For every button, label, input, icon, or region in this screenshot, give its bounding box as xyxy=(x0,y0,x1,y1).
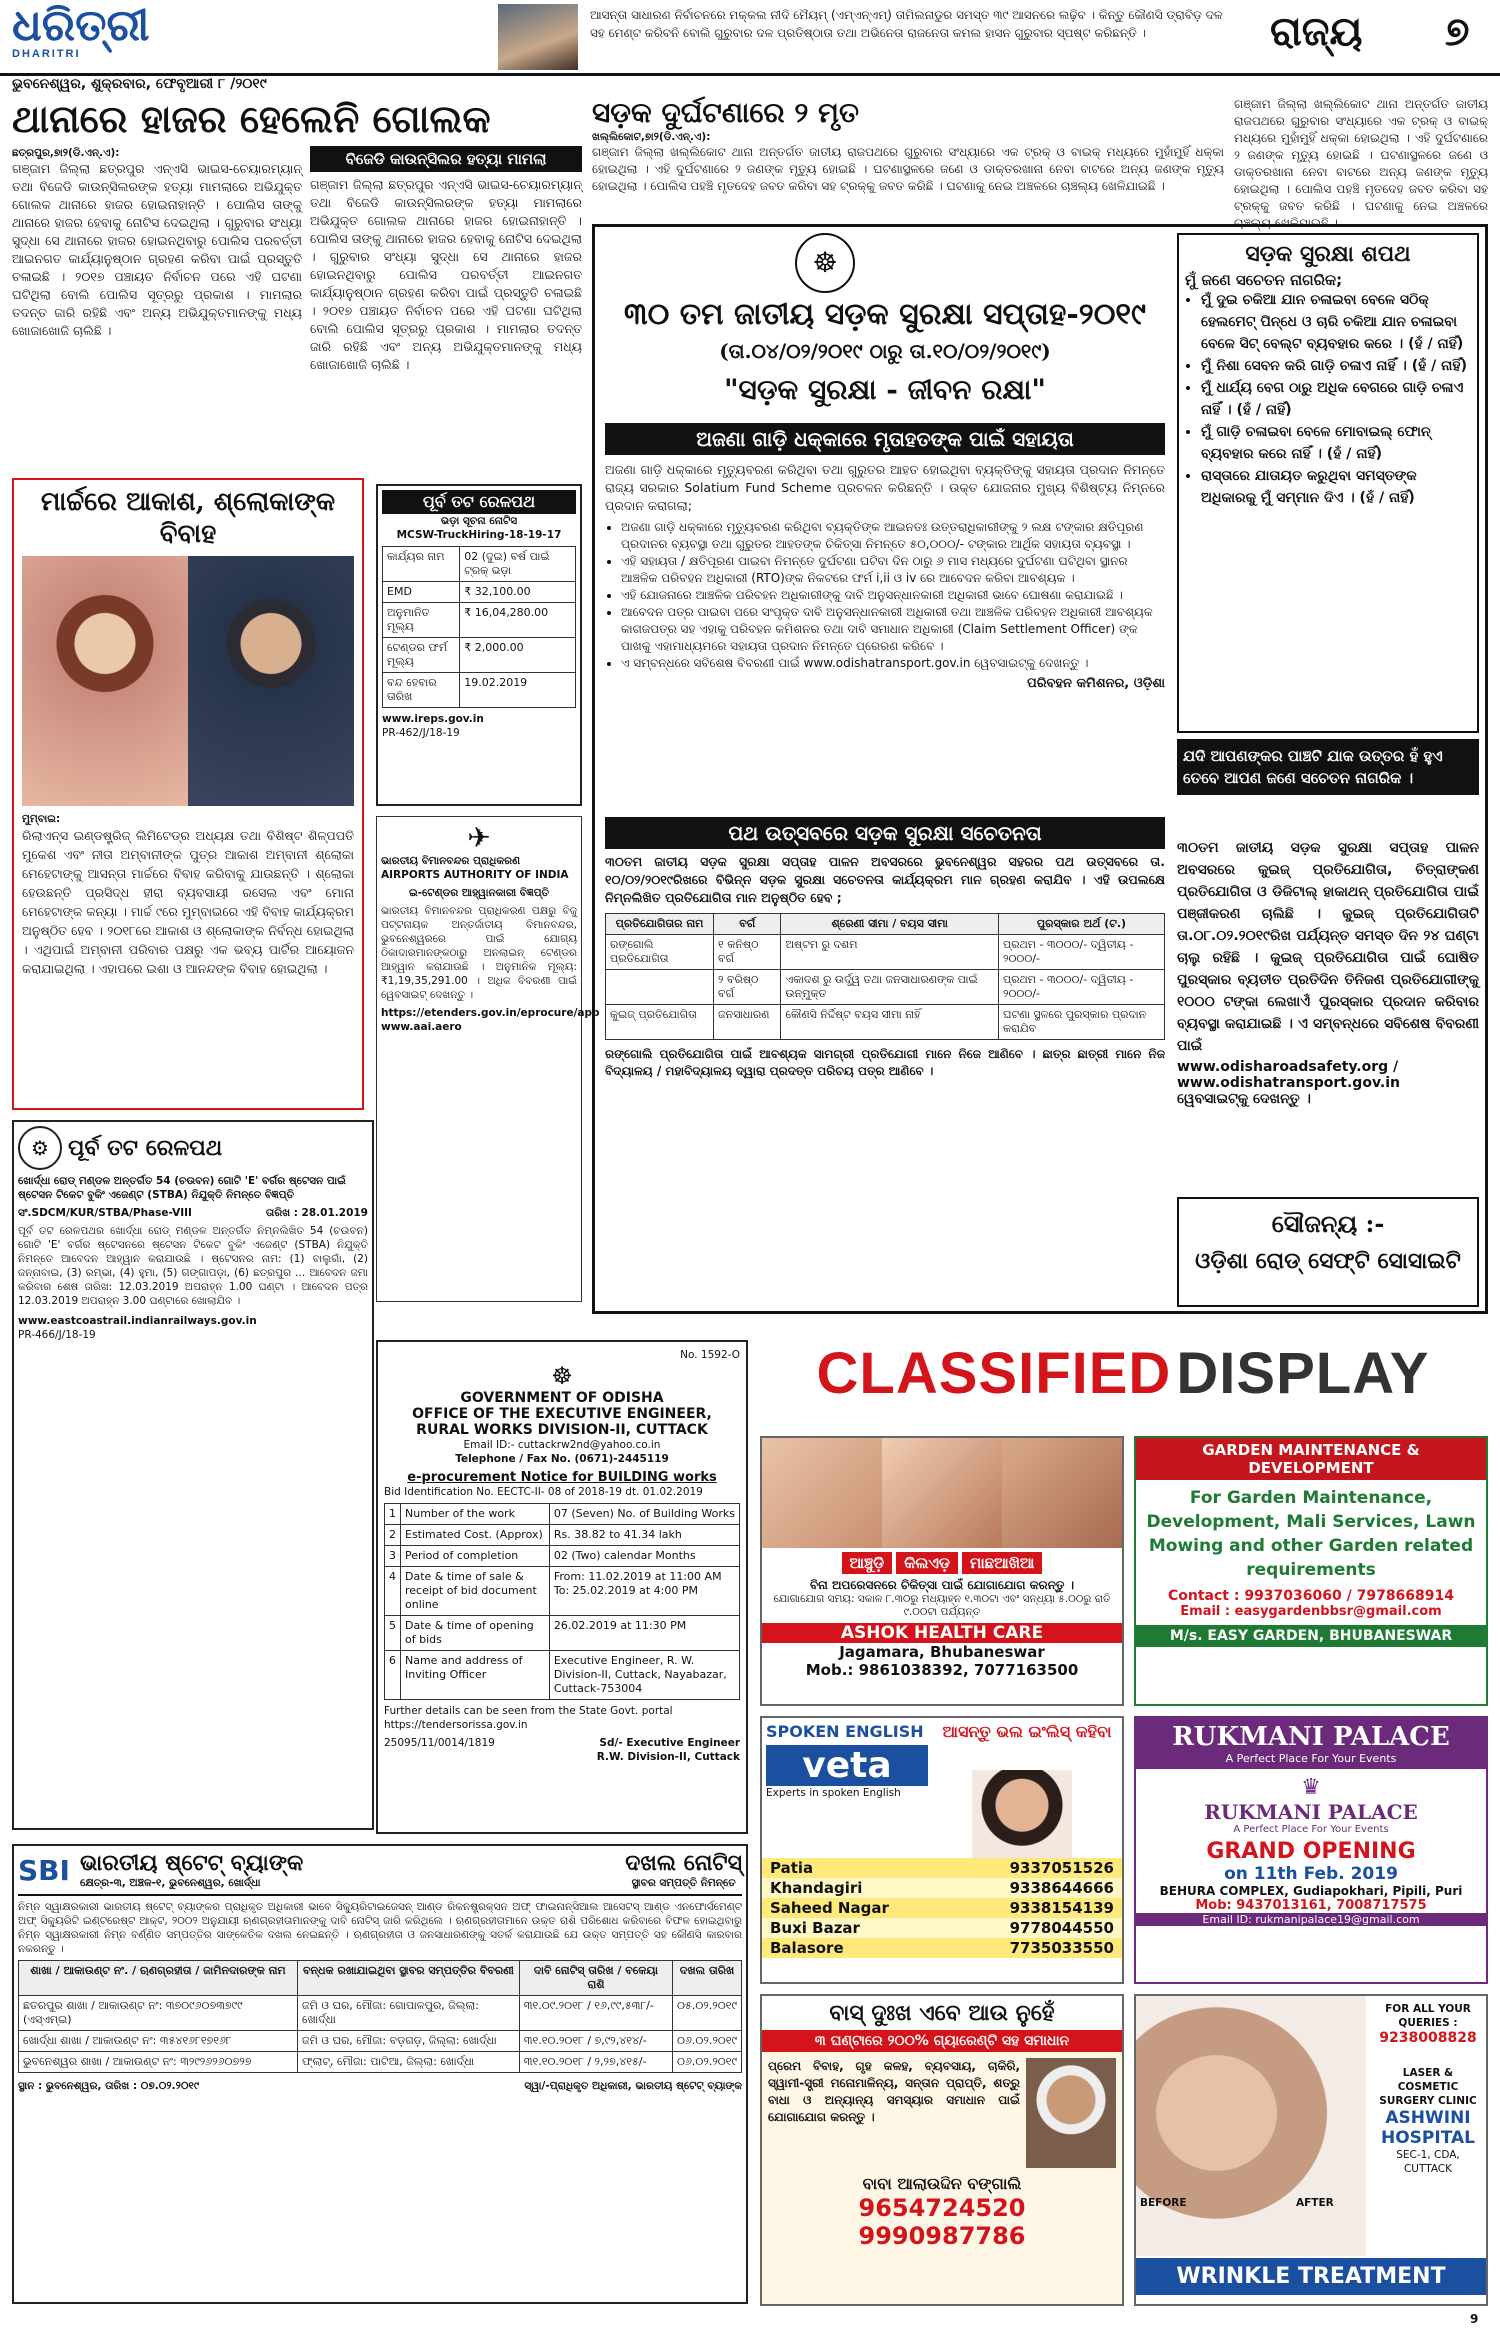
ad-phone-2: 9990987786 xyxy=(858,2222,1026,2250)
branch-row xyxy=(762,1858,1122,1878)
ad-tag: କିଲଏଡ଼ xyxy=(896,1552,958,1574)
pledge-item: • ମୁଁ ଧାର୍ଯ୍ୟ ବେଗ ଠାରୁ ଅଧିକ ବେଗରେ ଗାଡ଼ି ଚଳାଏ ନାହିଁ । (ହଁ / ନାହିଁ) xyxy=(1201,377,1471,421)
row-number: 3 xyxy=(385,1546,401,1567)
row-value: Rs. 38.82 to 41.34 lakh xyxy=(549,1525,739,1546)
ad-tagline: Experts in spoken English xyxy=(766,1787,901,1799)
contest-title: ପଥ ଉତ୍ସବରେ ସଡ଼କ ସୁରକ୍ଷା ସଚେତନତା xyxy=(605,817,1165,849)
row-label: Name and address of Inviting Officer xyxy=(401,1651,550,1700)
help-points xyxy=(605,519,1165,672)
kamal-haasan-photo xyxy=(498,4,578,70)
aai-tender-notice xyxy=(376,816,600,1302)
story-headline: ଥାନାରେ ହାଜର ହେଲେନି ଗୋଲକ xyxy=(12,96,491,141)
face-before-after-photo xyxy=(1136,1996,1366,2256)
story-body: ଗଞ୍ଜାମ ଜିଲ୍ଲା ଖଲ୍ଲିକୋଟ ଥାନା ଅନ୍ତର୍ଗତ ଜାତୀୟ ରାଜପଥରେ ଗୁରୁବାର ସଂଧ୍ୟାରେ ଏକ ଟ୍ରକ୍ ଓ ବାଇକ୍ ମଧ୍ୟରେ ମୁହାଁମୁହିଁ ଧକ୍କା ହୋଇଥିଲା । ଏହି ଦୁର୍ଘଟଣାରେ ୨ ଜଣଙ୍କ ମୃତ୍ୟୁ ହୋଇଛି । ଘଟଣାସ୍ଥଳରେ ଜଣେ ଓ ଡାକ୍ତରଖାନା ନେବା ବାଟରେ ଅନ୍ୟ ଜଣଙ୍କ ମୃତ୍ୟୁ ହୋଇଥିଲା । ପୋଲିସ ପହଞ୍ଚି ମୃତଦେହ ଜବତ କରିବା ସହ ଟ୍ରକ୍‌କୁ ଜବତ କରିଛି । ଘଟଣାକୁ ନେଇ ଅଞ୍ଚଳରେ ଚାଞ୍ଚଲ୍ୟ ଖେଳିଯାଇଛି । xyxy=(592,145,1224,193)
ad-veta xyxy=(760,1716,1124,1984)
row-label: ବନ୍ଦ ହେବାର ତାରିଖ xyxy=(383,673,460,708)
row-label: Date & time of sale & receipt of bid document online xyxy=(401,1567,550,1616)
rail-stba-notice xyxy=(12,1120,374,1830)
row-number: 4 xyxy=(385,1567,401,1616)
wedding-photo xyxy=(22,556,354,806)
column-header: ଶାଖା / ଆକାଉଣ୍ଟ ନଂ. / ଋଣଗ୍ରହୀତା / ଜାମିନଦାରଙ୍କ ନାମ xyxy=(19,1961,298,1996)
row-number: 6 xyxy=(385,1651,401,1700)
rwd-tender-notice xyxy=(376,1340,748,1834)
odisha-emblem-icon: ☸ xyxy=(551,1362,573,1390)
classified-word: CLASSIFIED xyxy=(816,1341,1172,1406)
branch-place: Patia xyxy=(770,1859,814,1877)
courtesy-box xyxy=(1177,1197,1479,1307)
help-intro: ଅଜଣା ଗାଡ଼ି ଧକ୍କାରେ ମୃତ୍ୟୁବରଣ କରିଥିବା ତଥା ଗୁରୁତର ଆହତ ହୋଇଥିବା ବ୍ୟକ୍ତିଙ୍କୁ ସହାୟତା ପ୍ରଦାନ ନିମନ୍ତେ ରାଜ୍ୟ ସରକାର Solatium Fund Scheme ପ୍ରଚଳନ କରିଛନ୍ତି । ଉକ୍ତ ଯୋଜନାର ମୁଖ୍ୟ ବିଶିଷ୍ଟ୍ୟ ନିମ୍ନରେ ପ୍ରଦାନ କରାଗଲା; xyxy=(605,462,1165,513)
notice-title: ଇ-ଟେଣ୍ଡର ଆହ୍ୱାନକାରୀ ବିଜ୍ଞପ୍ତି xyxy=(408,887,550,899)
story-body-continued: ଗଞ୍ଜାମ ଜିଲ୍ଲା ଛତ୍ରପୁର ଏନ୍‌ଏସି ଭାଇସ-ଚେୟାରମ୍ୟାନ୍ ତଥା ବିଜେଡି କାଉନ୍‌ସିଲରଙ୍କ ହତ୍ୟା ମାମଲାରେ ଅଭିଯୁକ୍ତ ଗୋଲକ ଥାନାରେ ହାଜର ହୋଇନାହାନ୍ତି । ପୋଲିସ ତାଙ୍କୁ ଥାନାରେ ହାଜର ହେବାକୁ ନୋଟିସ ଦେଇଥିଲା । ଗୁରୁବାର ସଂଧ୍ୟା ସୁଦ୍ଧା ସେ ଥାନାରେ ହାଜର ହୋଇନଥିବାରୁ ପୋଲିସ ପରବର୍ତ୍ତୀ ଆଇନଗତ କାର୍ଯ୍ୟାନୁଷ୍ଠାନ ଗ୍ରହଣ କରିବା ପାଇଁ ପ୍ରସ୍ତୁତି ଚଳାଇଛି । ୨୦୧୭ ପଞ୍ଚାୟତ ନିର୍ବାଚନ ପରେ ଏହି ଘଟଣା ଘଟିଥିଲା ବୋଲି ପୋଲିସ ସୂତ୍ରରୁ ପ୍ରକାଶ । ମାମଲାର ତଦନ୍ତ ଜାରି ରହିଛି ଏବଂ ଅନ୍ୟ ଅଭିଯୁକ୍ତମାନଙ୍କୁ ମଧ୍ୟ ଖୋଜାଖୋଜି ଚାଲିଛି । xyxy=(310,177,582,372)
odisha-emblem-icon: ☸ xyxy=(795,233,855,293)
row-value: ₹ 32,100.00 xyxy=(460,582,576,603)
ad-body: ପ୍ରେମ ବିବାହ, ଗୃହ କଳହ, ବ୍ୟବସାୟ, ଚାକିରି, ସ୍ୱାମୀ-ସ୍ତ୍ରୀ ମନୋମାଳିନ୍ୟ, ସନ୍ତାନ ପ୍ରାପ୍ତି, ଶତ୍ରୁ ବାଧା ଓ ଅନ୍ୟାନ୍ୟ ସମସ୍ୟାର ସମାଧାନ ପାଇଁ ଯୋଗାଯୋଗ କରନ୍ତୁ । xyxy=(768,2059,1020,2124)
ad-name: ବାବା ଆଲାଉଦ୍ଦିନ ବଙ୍ଗାଲି xyxy=(862,2174,1022,2193)
notice-body: ପୂର୍ବ ତଟ ରେଳପଥର ଖୋର୍ଦ୍ଧା ରୋଡ୍ ମଣ୍ଡଳ ଅନ୍ତର୍ଗତ ନିମ୍ନଲିଖିତ 54 (ଚଉବନ) ଗୋଟି 'E' ବର୍ଗର ଷ୍ଟେସନରେ ଷ୍ଟେସନ ଟିକେଟ ବୁକିଂ ଏଜେଣ୍ଟ (STBA) ନିଯୁକ୍ତି ନିମନ୍ତେ ଆବେଦନ ଆହ୍ୱାନ କରାଯାଉଛି । ଷ୍ଟେସନର ନାମ: (1) ବାଲୁଗାଁ, (2) ଜନ୍ନାବାଇ, (3) ରମ୍ଭା, (4) ହୁମା, (5) ଗଙ୍ଗାପଡ଼ା, (6) ଛତ୍ରପୁର ... ଆବେଦନ ଜମା କରିବାର ଶେଷ ତାରିଖ: 12.03.2019 ଅପରାହ୍ନ 1.00 ଘଣ୍ଟା । ଆବେଦନ ପତ୍ର 12.03.2019 ଅପରାହ୍ନ 3.00 ଘଣ୍ଟାରେ ଖୋଲାଯିବ । xyxy=(18,1225,368,1307)
safety-week-slogan: "ସଡ଼କ ସୁରକ୍ଷା - ଜୀବନ ରକ୍ଷା" xyxy=(723,373,1047,406)
notice-number: No. 1592-O xyxy=(680,1349,740,1361)
ad-address: SEC-1, CDA, CUTTACK xyxy=(1396,2149,1460,2175)
rwd-telephone: Telephone / Fax No. (0671)-2445119 xyxy=(455,1453,669,1465)
quiz-info-text: ୩୦ତମ ଜାତୀୟ ସଡ଼କ ସୁରକ୍ଷା ସପ୍ତାହ ପାଳନ ଅବସରରେ କୁଇଜ୍ ପ୍ରତିଯୋଗିତା, ଚିତ୍ରାଙ୍କଣ ପ୍ରତିଯୋଗିତା ଓ ଡିଜିଟାଲ୍ ହାକାଥନ୍ ପ୍ରତିଯୋଗିତା ପାଇଁ ପଞ୍ଜୀକରଣ ଚାଲିଛି । କୁଇଜ୍ ପ୍ରତିଯୋଗିତାଟି ତା.୦୮.୦୨.୨୦୧୯ରିଖ ପର୍ଯ୍ୟନ୍ତ ସମସ୍ତ ଦିନ ୨୪ ଘଣ୍ଟା ଚାଲୁ ରହିଛି । କୁଇଜ୍ ପ୍ରତିଯୋଗିତା ପାଇଁ ଘୋଷିତ ପୁରସ୍କାର ବ୍ୟତୀତ ପ୍ରତିଦିନ ତିନିଜଣ ପ୍ରତିଯୋଗୀଙ୍କୁ ୧୦୦୦ ଟଙ୍କା ଲେଖାଏଁ ପୁରସ୍କାର ପ୍ରଦାନ କରିବାର ବ୍ୟବସ୍ଥା କରାଯାଇଛି । ଏ ସମ୍ବନ୍ଧରେ ସବିଶେଷ ବିବରଣୀ ପାଇଁ xyxy=(1177,840,1479,1054)
palace-logo-icon: ♛ xyxy=(1301,1775,1321,1800)
table-cell: ଅଷ୍ଟମ ରୁ ଦଶମ xyxy=(781,935,999,970)
table-row xyxy=(385,1504,740,1525)
ad-tags xyxy=(762,1552,1122,1574)
notice-body: ଭାରତୀୟ ବିମାନବନ୍ଦର ପ୍ରାଧିକରଣ ପକ୍ଷରୁ ବିଜୁ ପଟ୍ଟନାୟକ ଅନ୍ତର୍ଜାତୀୟ ବିମାନବନ୍ଦର, ଭୁବନେଶ୍ୱରରେ ପାଇଁ ଯୋଗ୍ୟ ଠିକାଦାରମାନଙ୍କଠାରୁ ଅନଲାଇନ୍ ଟେଣ୍ଡର ଆହ୍ୱାନ କରାଯାଉଛି । ଅନୁମାନିକ ମୂଲ୍ୟ: ₹1,19,35,291.00 । ଅଧିକ ବିବରଣୀ ପାଇଁ ୱେବସାଇଟ୍ ଦେଖନ୍ତୁ । xyxy=(381,905,577,1001)
story-body: ରିଲାଏନ୍ସ ଇଣ୍ଡଷ୍ଟ୍ରିଜ୍ ଲିମିଟେଡ୍‌ର ଅଧ୍ୟକ୍ଷ ତଥା ବିଶିଷ୍ଟ ଶିଳ୍ପପତି ମୁକେଶ ଏବଂ ନୀତା ଅମ୍ବାନୀଙ୍କ ପୁତ୍ର ଆକାଶ ଅମ୍ବାନୀ ଶ୍ଲୋକା ମେହେଟାଙ୍କୁ ଆସନ୍ତା ମାର୍ଚ୍ଚରେ ବିବାହ କରିବାକୁ ଯାଉଛନ୍ତି । ଶ୍ଲୋକା ହେଉଛନ୍ତି ପ୍ରସିଦ୍ଧ ହୀରା ବ୍ୟବସାୟୀ ରସେଲ ଏବଂ ମୋନା ମେହେଟାଙ୍କ କନ୍ୟା । ମାର୍ଚ୍ଚ ୯ରେ ମୁମ୍ବାଇରେ ଏହି ବିବାହ କାର୍ଯ୍ୟକ୍ରମ ଅନୁଷ୍ଠିତ ହେବ । ୨୦୧୮ରେ ଆକାଶ ଓ ଶ୍ଲୋକାଙ୍କ ନିର୍ବନ୍ଧ ହୋଇଥିଲା । ଏଥିପାଇଁ ଅମ୍ବାନୀ ପରିବାର ପକ୍ଷରୁ ଏକ ଭବ୍ୟ ପାର୍ଟିର ଆୟୋଜନ କରାଯାଇଥିଲା । ଏହାପରେ ଇଶା ଓ ଆନନ୍ଦଙ୍କ ବିବାହ ହୋଇଥିଲା । xyxy=(22,828,354,976)
rwd-heading-1: GOVERNMENT OF ODISHA xyxy=(460,1390,664,1406)
row-number: 2 xyxy=(385,1525,401,1546)
ad-spoken-english: SPOKEN ENGLISH xyxy=(766,1722,924,1741)
rwd-further-details: Further details can be seen from the State Govt. portal https://tendersorissa.gov.in xyxy=(384,1705,673,1731)
branch-phone: 9778044550 xyxy=(1009,1919,1114,1937)
table-cell: କୁଇଜ୍ ପ୍ରତିଯୋଗିତା xyxy=(606,1005,714,1040)
ad-mobile: Mob.: 9861038392, 7077163500 xyxy=(805,1661,1079,1679)
table-cell: ୩୧.୧୦.୨୦୧୮ / ୨,୨୭,୪୧୫/- xyxy=(519,2052,672,2073)
table-row xyxy=(606,970,1165,1005)
ad-guarantee: ୩ ଘଣ୍ଟାରେ ୨୦୦% ଗ୍ୟାରେଣ୍ଟି ସହ ସମାଧାନ xyxy=(762,2030,1122,2052)
table-cell: ଛତରପୁର ଶାଖା / ଆକାଉଣ୍ଟ ନଂ: ୩୭୦୯୬୦୭୩୭୯୯ (ଏସ୍‌ଏମ୍‌ଇ) xyxy=(19,1996,298,2031)
ad-clinic: LASER & COSMETIC SURGERY CLINIC xyxy=(1379,2067,1477,2107)
sbi-branch: କ୍ଷେତ୍ର-୩, ଅଞ୍ଚଳ-୧, ଭୁବନେଶ୍ୱର, ଖୋର୍ଦ୍ଧା xyxy=(79,1877,261,1889)
table-row xyxy=(19,2031,742,2052)
sbi-notice-title: ଦଖଲ ନୋଟିସ୍ xyxy=(625,1850,742,1876)
notice-date: ତାରିଖ : 28.01.2019 xyxy=(265,1207,368,1219)
dateline: ଭୁବନେଶ୍ୱର, ଶୁକ୍ରବାର, ଫେବୃଆରୀ ୮ /୨୦୧୯ xyxy=(12,76,267,92)
row-label: ଟେଣ୍ଡର ଫର୍ମ ମୂଲ୍ୟ xyxy=(383,638,460,673)
table-row xyxy=(19,1996,742,2031)
ad-easy-garden xyxy=(1134,1436,1488,1706)
row-label: ଅନୁମାନିତ ମୂଲ୍ୟ xyxy=(383,603,460,638)
table-cell: ୩୧.୧୦.୨୦୧୮ / ୭,୯୨,୪୧୪/- xyxy=(519,2031,672,2052)
row-label: EMD xyxy=(383,582,460,603)
safety-week-title: ୩୦ ତମ ଜାତୀୟ ସଡ଼କ ସୁରକ୍ଷା ସପ୍ତାହ-୨୦୧୯ xyxy=(624,297,1146,332)
row-value: ₹ 16,04,280.00 xyxy=(460,603,576,638)
sbi-signed: ସ୍ୱା/-ପ୍ରାଧିକୃତ ଅଧିକାରୀ, ଭାରତୀୟ ଷ୍ଟେଟ୍ ବ୍ୟାଙ୍କ xyxy=(524,2080,742,2092)
sbi-possession-notice xyxy=(12,1844,748,2304)
table-cell: ଘଟଣା ସ୍ଥଳରେ ପୁରସ୍କାର ପ୍ରଦାନ କରାଯିବ xyxy=(998,1005,1164,1040)
courtesy-label: ସୌଜନ୍ୟ :- xyxy=(1271,1209,1385,1238)
row-label: Period of completion xyxy=(401,1546,550,1567)
ad-odia-line: ଆସନ୍ତୁ ଭଲ ଇଂଲିସ୍ କହିବା xyxy=(942,1722,1112,1741)
ad-phone-1: 9654724520 xyxy=(858,2194,1026,2222)
table-cell: ୨ ବରିଷ୍ଠ ବର୍ଗ xyxy=(714,970,781,1005)
quiz-websites[interactable]: www.odisharoadsafety.org / www.odishatransport.gov.in xyxy=(1177,1059,1401,1091)
table-row xyxy=(385,1567,740,1616)
branch-table xyxy=(762,1858,1122,1958)
notice-website[interactable]: www.eastcoastrail.indianrailways.gov.in xyxy=(18,1315,257,1327)
row-number: 1 xyxy=(385,1504,401,1525)
palace-logo-tag: A Perfect Place For Your Events xyxy=(1233,1824,1389,1835)
sbi-notice-subtitle: ସ୍ଥାବର ସମ୍ପତ୍ତି ନିମନ୍ତେ xyxy=(631,1877,736,1889)
branch-phone: 9338644666 xyxy=(1009,1879,1114,1897)
notice-number: ସଂ.SDCM/KUR/STBA/Phase-VIII xyxy=(18,1207,192,1219)
safety-week-dates: (ତା.୦୪/୦୨/୨୦୧୯ ଠାରୁ ତା.୧୦/୦୨/୨୦୧୯) xyxy=(719,339,1051,363)
table-row xyxy=(385,1616,740,1651)
column-header: ପୁରସ୍କାର ଅର୍ଥ (ଟ.) xyxy=(998,914,1164,935)
row-label: Date & time of opening of bids xyxy=(401,1616,550,1651)
ad-phone: 9238008828 xyxy=(1379,2030,1477,2046)
student-photo xyxy=(972,1770,1072,1858)
ad-baba xyxy=(760,1994,1124,2306)
table-cell: ୦୬.୦୨.୨୦୧୯ xyxy=(673,2031,742,2052)
aai-name-english: AIRPORTS AUTHORITY OF INDIA xyxy=(381,869,569,881)
ad-tagline: A Perfect Place For Your Events xyxy=(1225,1752,1397,1765)
table-row xyxy=(383,582,576,603)
table-cell: ୦୫.୦୨.୨୦୧୯ xyxy=(673,1996,742,2031)
ad-business-name: ASHOK HEALTH CARE xyxy=(762,1623,1122,1643)
quiz-info xyxy=(1177,837,1479,1107)
table-cell xyxy=(606,970,714,1005)
column-header: ବନ୍ଧକ ରଖାଯାଇଥିବା ସ୍ଥାବର ସମ୍ପତ୍ତିର ବିବରଣୀ xyxy=(298,1961,520,1996)
column-header: ଦାବି ନୋଟିସ୍ ତାରିଖ / ବକେୟା ରାଶି xyxy=(519,1961,672,1996)
table-cell: ଖୋର୍ଦ୍ଧା ଶାଖା / ଆକାଉଣ୍ଟ ନଂ: ୩୫୪୧୬୮୧୭୧୬୮ xyxy=(19,2031,298,2052)
notice-title: ପୂର୍ବ ତଟ ରେଳପଥ xyxy=(382,490,576,514)
ad-skin-photos xyxy=(762,1438,1122,1548)
row-value: 19.02.2019 xyxy=(460,673,576,708)
ad-hospital: ASHWINI HOSPITAL xyxy=(1381,2108,1475,2148)
table-cell: ପ୍ରଥମ - ୩୦୦୦/- ଦ୍ୱିତୀୟ - ୨୦୦୦/- xyxy=(998,935,1164,970)
ad-rukmani-palace xyxy=(1134,1716,1488,1984)
aai-websites[interactable]: https://etenders.gov.in/eprocure/app www.aai.aero xyxy=(381,1007,600,1033)
contest-note: ରଙ୍ଗୋଲି ପ୍ରତିଯୋଗିତା ପାଇଁ ଆବଶ୍ୟକ ସାମଗ୍ରୀ ପ୍ରତିଯୋଗୀ ମାନେ ନିଜେ ଆଣିବେ । ଛାତ୍ର ଛାତ୍ରୀ ମାନେ ନିଜ ବିଦ୍ୟାଳୟ / ମହାବିଦ୍ୟାଳୟ ଦ୍ୱାରା ପ୍ରଦତ୍ତ ପରିଚୟ ପତ୍ର ଆଣିବେ । xyxy=(605,1047,1165,1078)
contest-table xyxy=(605,913,1165,1040)
story-subhead: ବିଜେଡି କାଉନ୍‌ସିଲର ହତ୍ୟା ମାମଲା xyxy=(310,146,582,172)
row-value: ₹ 2,000.00 xyxy=(460,638,576,673)
ad-ashok-health-care xyxy=(760,1436,1124,1706)
ad-title: GARDEN MAINTENANCE & DEVELOPMENT xyxy=(1136,1438,1486,1480)
pledge-item: • ମୁଁ ଗାଡ଼ି ଚଳାଇବା ବେଳେ ମୋବାଇଲ୍ ଫୋନ୍ ବ୍ୟବହାର କରେ ନାହିଁ । (ହଁ / ନାହିଁ) xyxy=(1201,421,1471,465)
newspaper-logo xyxy=(12,0,150,64)
rwd-signature-office: R.W. Division-II, Cuttack xyxy=(596,1751,740,1763)
row-label: Estimated Cost. (Approx) xyxy=(401,1525,550,1546)
baba-photo xyxy=(1026,2058,1116,2168)
courtesy-org: ଓଡ଼ିଶା ରୋଡ୍ ସେଫ୍ଟି ସୋସାଇଟି xyxy=(1195,1248,1461,1274)
rwd-title: e-procurement Notice for BUILDING works xyxy=(407,1470,717,1485)
veta-logo: veta xyxy=(766,1745,928,1786)
story-golak xyxy=(12,96,582,466)
quiz-tail: ୱେବସାଇଟ୍‌କୁ ଦେଖନ୍ତୁ । xyxy=(1177,1091,1311,1107)
rwd-bid-id: Bid Identification No. EECTC-II- 08 of 2018-19 dt. 01.02.2019 xyxy=(384,1486,703,1498)
ad-treatment: WRINKLE TREATMENT xyxy=(1136,2258,1486,2295)
rwd-email: Email ID:- cuttackrw2nd@yahoo.co.in xyxy=(463,1439,661,1451)
branch-phone: 7735033550 xyxy=(1009,1939,1114,1957)
aai-logo-icon: ✈ xyxy=(467,821,491,854)
table-cell: ଫ୍ଲାଟ୍, ମୌଜା: ପାଟିଆ, ଜିଲ୍ଲା: ଖୋର୍ଦ୍ଧା xyxy=(298,2052,520,2073)
table-cell: ଜନସାଧାରଣ xyxy=(714,1005,781,1040)
section-name: ରାଜ୍ୟ xyxy=(1270,8,1363,55)
contest-intro: ୩୦ତମ ଜାତୀୟ ସଡ଼କ ସୁରକ୍ଷା ସପ୍ତାହ ପାଳନ ଅବସରରେ ଭୁବନେଶ୍ୱର ସହରର ପଥ ଉତ୍ସବରେ ତା. ୧୦/୦୨/୨୦୧୯ରିଖରେ ବିଭିନ୍ନ ସଡ଼କ ସୁରକ୍ଷା ସଚେତନତା କାର୍ଯ୍ୟକ୍ରମ ମାନ ଗ୍ରହଣ କରାଯିବ । ଏହି ଉପଲକ୍ଷେ ନିମ୍ନଲିଖିତ ପ୍ରତିଯୋଗିତା ମାନ ଅନୁଷ୍ଠିତ ହେବ ; xyxy=(605,854,1165,905)
story-dateline: ଛତ୍ରପୁର,୭ା୨(ଡି.ଏନ୍.ଏ): xyxy=(12,147,120,159)
table-cell: କୌଣସି ନିର୍ଦ୍ଦିଷ୍ଟ ବୟସ ସୀମା ନାହିଁ xyxy=(781,1005,999,1040)
branch-place: Khandagiri xyxy=(770,1879,863,1897)
sbi-body: ନିମ୍ନ ସ୍ୱାକ୍ଷରକାରୀ ଭାରତୀୟ ଷ୍ଟେଟ୍ ବ୍ୟାଙ୍କର ପ୍ରାଧିକୃତ ଅଧିକାରୀ ଭାବେ ସିକ୍ୟୁରିଟାଇଜେସନ୍ ଆଣ୍ଡ ରିକନଷ୍ଟ୍ରକ୍ସନ ଅଫ୍ ଫାଇନାନ୍ସିଆଲ ଆସେଟସ୍ ଆଣ୍ଡ ଏନଫୋର୍ସମେଣ୍ଟ ଅଫ୍ ସିକ୍ୟୁରିଟି ଇଣ୍ଟରେଷ୍ଟ ଆକ୍ଟ, ୨୦୦୨ ଅନୁଯାୟୀ ଋଣଗ୍ରହୀତାମାନଙ୍କୁ ଦାବି ନୋଟିସ୍ ଜାରି କରିଥିଲେ । ଋଣଗ୍ରହୀତାମାନେ ଉକ୍ତ ରାଶି ପରିଶୋଧ କରିବାରେ ବିଫଳ ହୋଇଥିବାରୁ ନିମ୍ନ ସ୍ୱାକ୍ଷରକାରୀ ନିମ୍ନ ବର୍ଣ୍ଣିତ ସମ୍ପତ୍ତିର ସାଙ୍କେତିକ ଦଖଲ ନେଇଛନ୍ତି । ଋଣଗ୍ରହୀତା ଓ ଜନସାଧାରଣଙ୍କୁ ସତର୍କ କରାଯାଉଛି ଯେ ଉକ୍ତ ସମ୍ପତ୍ତି ସହ କୌଣସି କାରବାର ନକରନ୍ତୁ । xyxy=(18,1901,742,1955)
row-value: From: 11.02.2019 at 11:00 AM To: 25.02.2019 at 4:00 PM xyxy=(549,1567,739,1616)
rwd-heading-3: RURAL WORKS DIVISION-II, CUTTACK xyxy=(416,1422,708,1438)
row-value: 07 (Seven) No. of Building Works xyxy=(549,1504,739,1525)
row-value: 02 (ଦୁଇ) ବର୍ଷ ପାଇଁ ଟ୍ରକ୍ ଭଡ଼ା xyxy=(460,547,576,582)
row-value: 26.02.2019 at 11:30 PM xyxy=(549,1616,739,1651)
row-value: Executive Engineer, R. W. Division-II, Cuttack, Nayabazar, Cuttack-753004 xyxy=(549,1651,739,1700)
branch-row xyxy=(762,1938,1122,1958)
ad-opening-date: on 11th Feb. 2019 xyxy=(1224,1864,1398,1884)
ad-queries: FOR ALL YOUR QUERIES : xyxy=(1385,2003,1471,2029)
table-cell: ଜମି ଓ ଘର, ମୌଜା: ବଡ଼ଗଡ଼, ଜିଲ୍ଲା: ଖୋର୍ଦ୍ଧା xyxy=(298,2031,520,2052)
pledge-item: • ରାସ୍ତାରେ ଯାତାୟତ କରୁଥିବା ସମସ୍ତଙ୍କ ଅଧିକାରକୁ ମୁଁ ସମ୍ମାନ ଦିଏ । (ହଁ / ନାହିଁ) xyxy=(1201,465,1471,509)
ad-title: ବାସ୍ ଦୁଃଖ ଏବେ ଆଉ ନୁହେଁ xyxy=(762,1996,1122,2030)
railway-logo-icon: ⚙ xyxy=(18,1126,62,1170)
classified-banner xyxy=(758,1340,1488,1422)
row-value: 02 (Two) calendar Months xyxy=(549,1546,739,1567)
ad-address: Jagamara, Bhubaneswar xyxy=(839,1643,1045,1661)
ad-contact: Contact : 9937036060 / 7978668914 xyxy=(1167,1588,1455,1604)
logo-text: ଧରିତ୍ରୀ xyxy=(12,0,150,51)
ad-email: Email ID: rukmanipalace19@gmail.com xyxy=(1136,1913,1486,1926)
table-row xyxy=(383,547,576,582)
column-header: ବର୍ଗ xyxy=(714,914,781,935)
table-cell: ୦୬.୦୨.୨୦୧୯ xyxy=(673,2052,742,2073)
branch-row xyxy=(762,1898,1122,1918)
help-signed: ପରିବହନ କମିଶନର, ଓଡ଼ିଶା xyxy=(1026,676,1165,691)
story-body-continued: ଗଞ୍ଜାମ ଜିଲ୍ଲା ଖଲ୍ଲିକୋଟ ଥାନା ଅନ୍ତର୍ଗତ ଜାତୀୟ ରାଜପଥରେ ଗୁରୁବାର ସଂଧ୍ୟାରେ ଏକ ଟ୍ରକ୍ ଓ ବାଇକ୍ ମଧ୍ୟରେ ମୁହାଁମୁହିଁ ଧକ୍କା ହୋଇଥିଲା । ଏହି ଦୁର୍ଘଟଣାରେ ୨ ଜଣଙ୍କ ମୃତ୍ୟୁ ହୋଇଛି । ଘଟଣାସ୍ଥଳରେ ଜଣେ ଓ ଡାକ୍ତରଖାନା ନେବା ବାଟରେ ଅନ୍ୟ ଜଣଙ୍କ ମୃତ୍ୟୁ ହୋଇଥିଲା । ପୋଲିସ ପହଞ୍ଚି ମୃତଦେହ ଜବତ କରିବା ସହ ଟ୍ରକ୍‌କୁ ଜବତ କରିଛି । ଘଟଣାକୁ ନେଇ ଅଞ୍ଚଳରେ ଚାଞ୍ଚଲ୍ୟ ଖେଳିଯାଇଛି । xyxy=(1234,97,1488,230)
branch-place: Saheed Nagar xyxy=(770,1899,889,1917)
ad-line-1: ବିନା ଅପରେସନରେ ଚିକିତ୍ସା ପାଇଁ ଯୋଗାଯୋଗ କରନ୍ତୁ । xyxy=(809,1578,1075,1592)
road-safety-pledge xyxy=(1177,233,1479,733)
logo-subtitle: DHARITRI xyxy=(12,48,81,60)
ad-line-2: ଯୋଗାଯୋଗ ସମୟ: ସକାଳ ୮.୩୦ରୁ ମଧ୍ୟାହ୍ନ ୧.୩୦ଟା ଏବଂ ସନ୍ଧ୍ୟା ୫.୦୦ରୁ ରାତି ୯.୦୦ଟା ପର୍ଯ୍ୟନ୍ତ xyxy=(773,1593,1111,1618)
branch-phone: 9338154139 xyxy=(1009,1899,1114,1917)
branch-row xyxy=(762,1918,1122,1938)
pledge-items xyxy=(1185,289,1471,509)
help-point: • ଏହି ଯୋଜନାରେ ଆଞ୍ଚଳିକ ପରିବହନ ଅଧିକାରୀଙ୍କୁ ଦାବି ଅନୁସନ୍ଧାନକାରୀ ଅଧିକାରୀ ଭାବେ ଘୋଷଣା କରାଯାଇଛି । xyxy=(621,587,1165,604)
table-cell: ଏକାଦଶ ରୁ ଉର୍ଦ୍ଧ୍ୱ ତଥା ଜନସାଧାରଣଙ୍କ ପାଇଁ ଉନ୍ମୁକ୍ତ xyxy=(781,970,999,1005)
rwd-table xyxy=(384,1503,740,1700)
help-point: • ଏହି ସହାୟତା / କ୍ଷତିପୂରଣ ପାଇବା ନିମନ୍ତେ ଦୁର୍ଘଟଣା ଘଟିବା ଦିନ ଠାରୁ ୬ ମାସ ମଧ୍ୟରେ ଦୁର୍ଘଟଣା ଘଟିଥିବା ସ୍ଥାନର ଆଞ୍ଚଳିକ ପରିବହନ ଅଧିକାରୀ (RTO)ଙ୍କ ନିକଟରେ ଫର୍ମ i,ii ଓ iv ରେ ଆବେଦନ କରିବା ଆବଶ୍ୟକ । xyxy=(621,553,1165,587)
table-row xyxy=(19,2052,742,2073)
ad-tag: ଆଞ୍ଚୁଡ଼ି xyxy=(842,1552,893,1574)
sbi-bank-name: ଭାରତୀୟ ଷ୍ଟେଟ୍ ବ୍ୟାଙ୍କ xyxy=(79,1850,304,1876)
table-row xyxy=(383,673,576,708)
branch-phone: 9337051526 xyxy=(1009,1859,1114,1877)
pledge-intro: ମୁଁ ଜଣେ ସଚେତନ ନାଗରିକ; xyxy=(1185,271,1343,289)
table-row xyxy=(606,935,1165,970)
story-dateline: ମୁମ୍ବାଇ: xyxy=(22,813,61,825)
branch-place: Buxi Bazar xyxy=(770,1919,860,1937)
ad-body: For Garden Maintenance, Development, Mali Services, Lawn Mowing and other Garden related requirements xyxy=(1146,1488,1476,1580)
branch-place: Balasore xyxy=(770,1939,844,1957)
rwd-signature: Sd/- Executive Engineer xyxy=(599,1737,740,1749)
row-number: 5 xyxy=(385,1616,401,1651)
help-point: • ଏ ସମ୍ବନ୍ଧରେ ସବିଶେଷ ବିବରଣୀ ପାଇଁ www.odishatransport.gov.in ୱେବସାଇଟ୍‌କୁ ଦେଖନ୍ତୁ । xyxy=(621,655,1165,672)
pledge-item: • ମୁଁ ନିଶା ସେବନ କରି ଗାଡ଼ି ଚଳାଏ ନାହିଁ । (ହଁ / ନାହିଁ) xyxy=(1201,355,1471,377)
story-dateline: ଖଲ୍ଲିକୋଟ,୭ା୨(ଡି.ଏନ୍.ଏ): xyxy=(592,131,711,143)
ad-mobile: Mob: 9437013161, 7008717575 xyxy=(1195,1898,1427,1913)
table-cell: ୧ କନିଷ୍ଠ ବର୍ଗ xyxy=(714,935,781,970)
table-row xyxy=(385,1651,740,1700)
table-cell: ରଙ୍ଗୋଲି ପ୍ରତିଯୋଗିତା xyxy=(606,935,714,970)
ad-tag: ମାଛଆଖିଆ xyxy=(962,1552,1042,1574)
pledge-outro: ଯଦି ଆପଣଙ୍କର ପାଞ୍ଚଟି ଯାକ ଉତ୍ତର ହଁ ହୁଏ ତେବେ ଆପଣ ଜଣେ ସଚେତନ ନାଗରିକ । xyxy=(1177,739,1479,795)
palace-logo-name: RUKMANI PALACE xyxy=(1204,1800,1418,1824)
story-headline: ସଡ଼କ ଦୁର୍ଘଟଣାରେ ୨ ମୃତ xyxy=(592,96,859,129)
help-point: • ଅଜଣା ଗାଡ଼ି ଧକ୍କାରେ ମୃତ୍ୟୁବରଣ କରିଥିବା ବ୍ୟକ୍ତିଙ୍କ ଆଇନତଃ ଉତ୍ତରାଧିକାରୀଙ୍କୁ ୨ ଲକ୍ଷ ଟଙ୍କାର କ୍ଷତିପୂରଣ ପ୍ରଦାନର ବ୍ୟବସ୍ଥା ତଥା ଗୁରୁତର ଆହତଙ୍କ ଚିକିତ୍ସା ନିମନ୍ତେ ୫୦,୦୦୦/- ଟଙ୍କାର ଆର୍ଥିକ ସହାୟତା ବ୍ୟବସ୍ଥା । xyxy=(621,519,1165,553)
tender-number: MCSW-TruckHiring-18-19-17 xyxy=(396,529,562,541)
notice-title: ପୂର୍ବ ତଟ ରେଳପଥ xyxy=(68,1135,223,1161)
notice-ref: PR-466/J/18-19 xyxy=(18,1329,96,1341)
top-brief: ଆସନ୍ତା ସାଧାରଣ ନିର୍ବାଚନରେ ମକ୍କଲ ନୀଦି ମୈୟମ୍ (ଏମ୍‌ଏନ୍‌ଏମ୍) ତାମିଲନାଡୁର ସମସ୍ତ ୩୯ ଆସନରେ ଲଢ଼ିବ । କିନ୍ତୁ କୌଣସି ଡ୍ରାବିଡ଼ ଦଳ ସହ ମେଣ୍ଟ କରିବନି ବୋଲି ଗୁରୁବାର ଦଳ ପ୍ରତିଷ୍ଠାତା ତଥା ଅଭିନେତା ରାଜନେତା କମଲ ହାସନ ଗୁରୁବାର ସ୍ପଷ୍ଟ କରିଛନ୍ତି । xyxy=(590,8,1223,40)
table-cell: ୩୧.୦୯.୨୦୧୮ / ୧୬,୯୯,୫୩୮/- xyxy=(519,1996,672,2031)
masthead xyxy=(0,0,1500,76)
table-row xyxy=(383,638,576,673)
ad-address: BEHURA COMPLEX, Gudiapokhari, Pipili, Puri xyxy=(1159,1884,1463,1898)
ad-title: RUKMANI PALACE xyxy=(1172,1722,1450,1752)
column-header: ଦଖଲ ତାରିଖ xyxy=(673,1961,742,1996)
road-safety-week-ad xyxy=(592,224,1488,1314)
table-row xyxy=(606,1005,1165,1040)
pledge-item: • ମୁଁ ଦୁଇ ଚକିଆ ଯାନ ଚଳାଇବା ବେଳେ ସଠିକ୍ ହେଲମେଟ୍ ପିନ୍ଧେ ଓ ଚାରି ଚକିଆ ଯାନ ଚଳାଇବା ବେଳେ ସିଟ୍ ବେଲ୍ଟ ବ୍ୟବହାର କରେ । (ହଁ / ନାହିଁ) xyxy=(1201,289,1471,355)
sbi-place-date: ସ୍ଥାନ : ଭୁବନେଶ୍ୱର, ତାରିଖ : ୦୭.୦୨.୨୦୧୯ xyxy=(18,2080,200,2092)
pledge-title: ସଡ଼କ ସୁରକ୍ଷା ଶପଥ xyxy=(1245,241,1411,267)
after-label: AFTER xyxy=(1296,2197,1334,2209)
table-row xyxy=(385,1525,740,1546)
row-label: Number of the work xyxy=(401,1504,550,1525)
sbi-logo: SBI xyxy=(18,1853,70,1887)
page-number: ୭ xyxy=(1445,8,1470,55)
branch-row xyxy=(762,1878,1122,1898)
rwd-heading-2: OFFICE OF THE EXECUTIVE ENGINEER, xyxy=(412,1406,712,1422)
ad-ashwini-hospital xyxy=(1134,1994,1488,2306)
table-cell: ଭୁବନେଶ୍ୱର ଶାଖା / ଆକାଉଣ୍ଟ ନଂ: ୩୨୯୨୬୨୬୦୭୨୭ xyxy=(19,2052,298,2073)
table-cell: ଜମି ଓ ଘର, ମୌଜା: ଗୋପାଳପୁର, ଜିଲ୍ଲା: ଖୋର୍ଦ୍ଧା xyxy=(298,1996,520,2031)
help-point: • ଆବେଦନ ପତ୍ର ପାଇବା ପରେ ସଂପୃକ୍ତ ଦାବି ଅନୁସନ୍ଧାନକାରୀ ଅଧିକାରୀ ତଥା ଆଞ୍ଚଳିକ ପରିବହନ ଅଧିକାରୀ ଆବଶ୍ୟକ କାଗଜପତ୍ର ସହ ଏହାକୁ ପରିବହନ କମିଶନର ତଥା ଦାବି ସମାଧାନ ଅଧିକାରୀ (Claim Settlement Officer) ଙ୍କ ପାଖକୁ ଏହାମାଧ୍ୟମରେ ସହାୟତା ପ୍ରଦାନ ନିମନ୍ତେ ପ୍ରେରଣ କରିବେ । xyxy=(621,604,1165,655)
story-accident-continued xyxy=(1234,96,1488,230)
table-row xyxy=(383,603,576,638)
rwd-ref: 25095/11/0014/1819 xyxy=(384,1737,495,1749)
ad-email: Email : easygardenbbsr@gmail.com xyxy=(1180,1604,1442,1619)
story-wedding xyxy=(12,478,364,1110)
ad-opening: GRAND OPENING xyxy=(1206,1839,1416,1864)
notice-subtitle: ଖୋର୍ଦ୍ଧା ରୋଡ୍ ମଣ୍ଡଳ ଅନ୍ତର୍ଗତ 54 (ଚଉବନ) ଗୋଟି 'E' ବର୍ଗର ଷ୍ଟେସନ ପାଇଁ ଷ୍ଟେସନ ଟିକେଟ ବୁକିଂ ଏଜେଣ୍ଟ (STBA) ନିଯୁକ୍ତି ନିମନ୍ତେ ବିଜ୍ଞପ୍ତି xyxy=(18,1175,346,1201)
rail-tender-notice xyxy=(376,484,582,806)
table-row xyxy=(385,1546,740,1567)
story-body: ଗଞ୍ଜାମ ଜିଲ୍ଲା ଛତ୍ରପୁର ଏନ୍‌ଏସି ଭାଇସ-ଚେୟାରମ୍ୟାନ୍ ତଥା ବିଜେଡି କାଉନ୍‌ସିଲରଙ୍କ ହତ୍ୟା ମାମଲାରେ ଅଭିଯୁକ୍ତ ଗୋଲକ ଥାନାରେ ହାଜର ହୋଇନାହାନ୍ତି । ପୋଲିସ ତାଙ୍କୁ ଥାନାରେ ହାଜର ହେବାକୁ ନୋଟିସ ଦେଇଥିଲା । ଗୁରୁବାର ସଂଧ୍ୟା ସୁଦ୍ଧା ସେ ଥାନାରେ ହାଜର ହୋଇନଥିବାରୁ ପୋଲିସ ପରବର୍ତ୍ତୀ ଆଇନଗତ କାର୍ଯ୍ୟାନୁଷ୍ଠାନ ଗ୍ରହଣ କରିବା ପାଇଁ ପ୍ରସ୍ତୁତି ଚଳାଇଛି । ୨୦୧୭ ପଞ୍ଚାୟତ ନିର୍ବାଚନ ପରେ ଏହି ଘଟଣା ଘଟିଥିଲା ବୋଲି ପୋଲିସ ସୂତ୍ରରୁ ପ୍ରକାଶ । ମାମଲାର ତଦନ୍ତ ଜାରି ରହିଛି ଏବଂ ଅନ୍ୟ ଅଭିଯୁକ୍ତମାନଙ୍କୁ ମଧ୍ୟ ଖୋଜାଖୋଜି ଚାଲିଛି । xyxy=(12,161,302,338)
display-word: DISPLAY xyxy=(1176,1341,1430,1406)
help-title: ଅଜଣା ଗାଡ଼ି ଧକ୍କାରେ ମୃତାହତଙ୍କ ପାଇଁ ସହାୟତା xyxy=(605,423,1165,455)
table-cell: ପ୍ରଥମ - ୩୦୦୦/- ଦ୍ୱିତୀୟ - ୨୦୦୦/- xyxy=(998,970,1164,1005)
story-headline: ମାର୍ଚ୍ଚରେ ଆକାଶ, ଶ୍ଲୋକାଙ୍କ ବିବାହ xyxy=(40,487,336,549)
notice-subtitle: ଭଡ଼ା ସୂଚନା ନୋଟିସ xyxy=(440,515,518,527)
tender-table xyxy=(382,546,576,708)
before-label: BEFORE xyxy=(1140,2197,1187,2209)
row-label: କାର୍ଯ୍ୟର ନାମ xyxy=(383,547,460,582)
footer-page-number: 9 xyxy=(1470,2312,1479,2326)
aai-name-odia: ଭାରତୀୟ ବିମାନବନ୍ଦର ପ୍ରାଧିକରଣ xyxy=(381,855,521,867)
sbi-table xyxy=(18,1960,742,2073)
ad-firm: M/s. EASY GARDEN, BHUBANESWAR xyxy=(1136,1625,1486,1647)
column-header: ପ୍ରତିଯୋଗିତାର ନାମ xyxy=(606,914,714,935)
tender-website[interactable]: www.ireps.gov.in xyxy=(382,713,484,725)
tender-ref: PR-462/J/18-19 xyxy=(382,727,460,739)
story-accident xyxy=(592,96,1224,220)
column-header: ଶ୍ରେଣୀ ସୀମା / ବୟସ ସୀମା xyxy=(781,914,999,935)
